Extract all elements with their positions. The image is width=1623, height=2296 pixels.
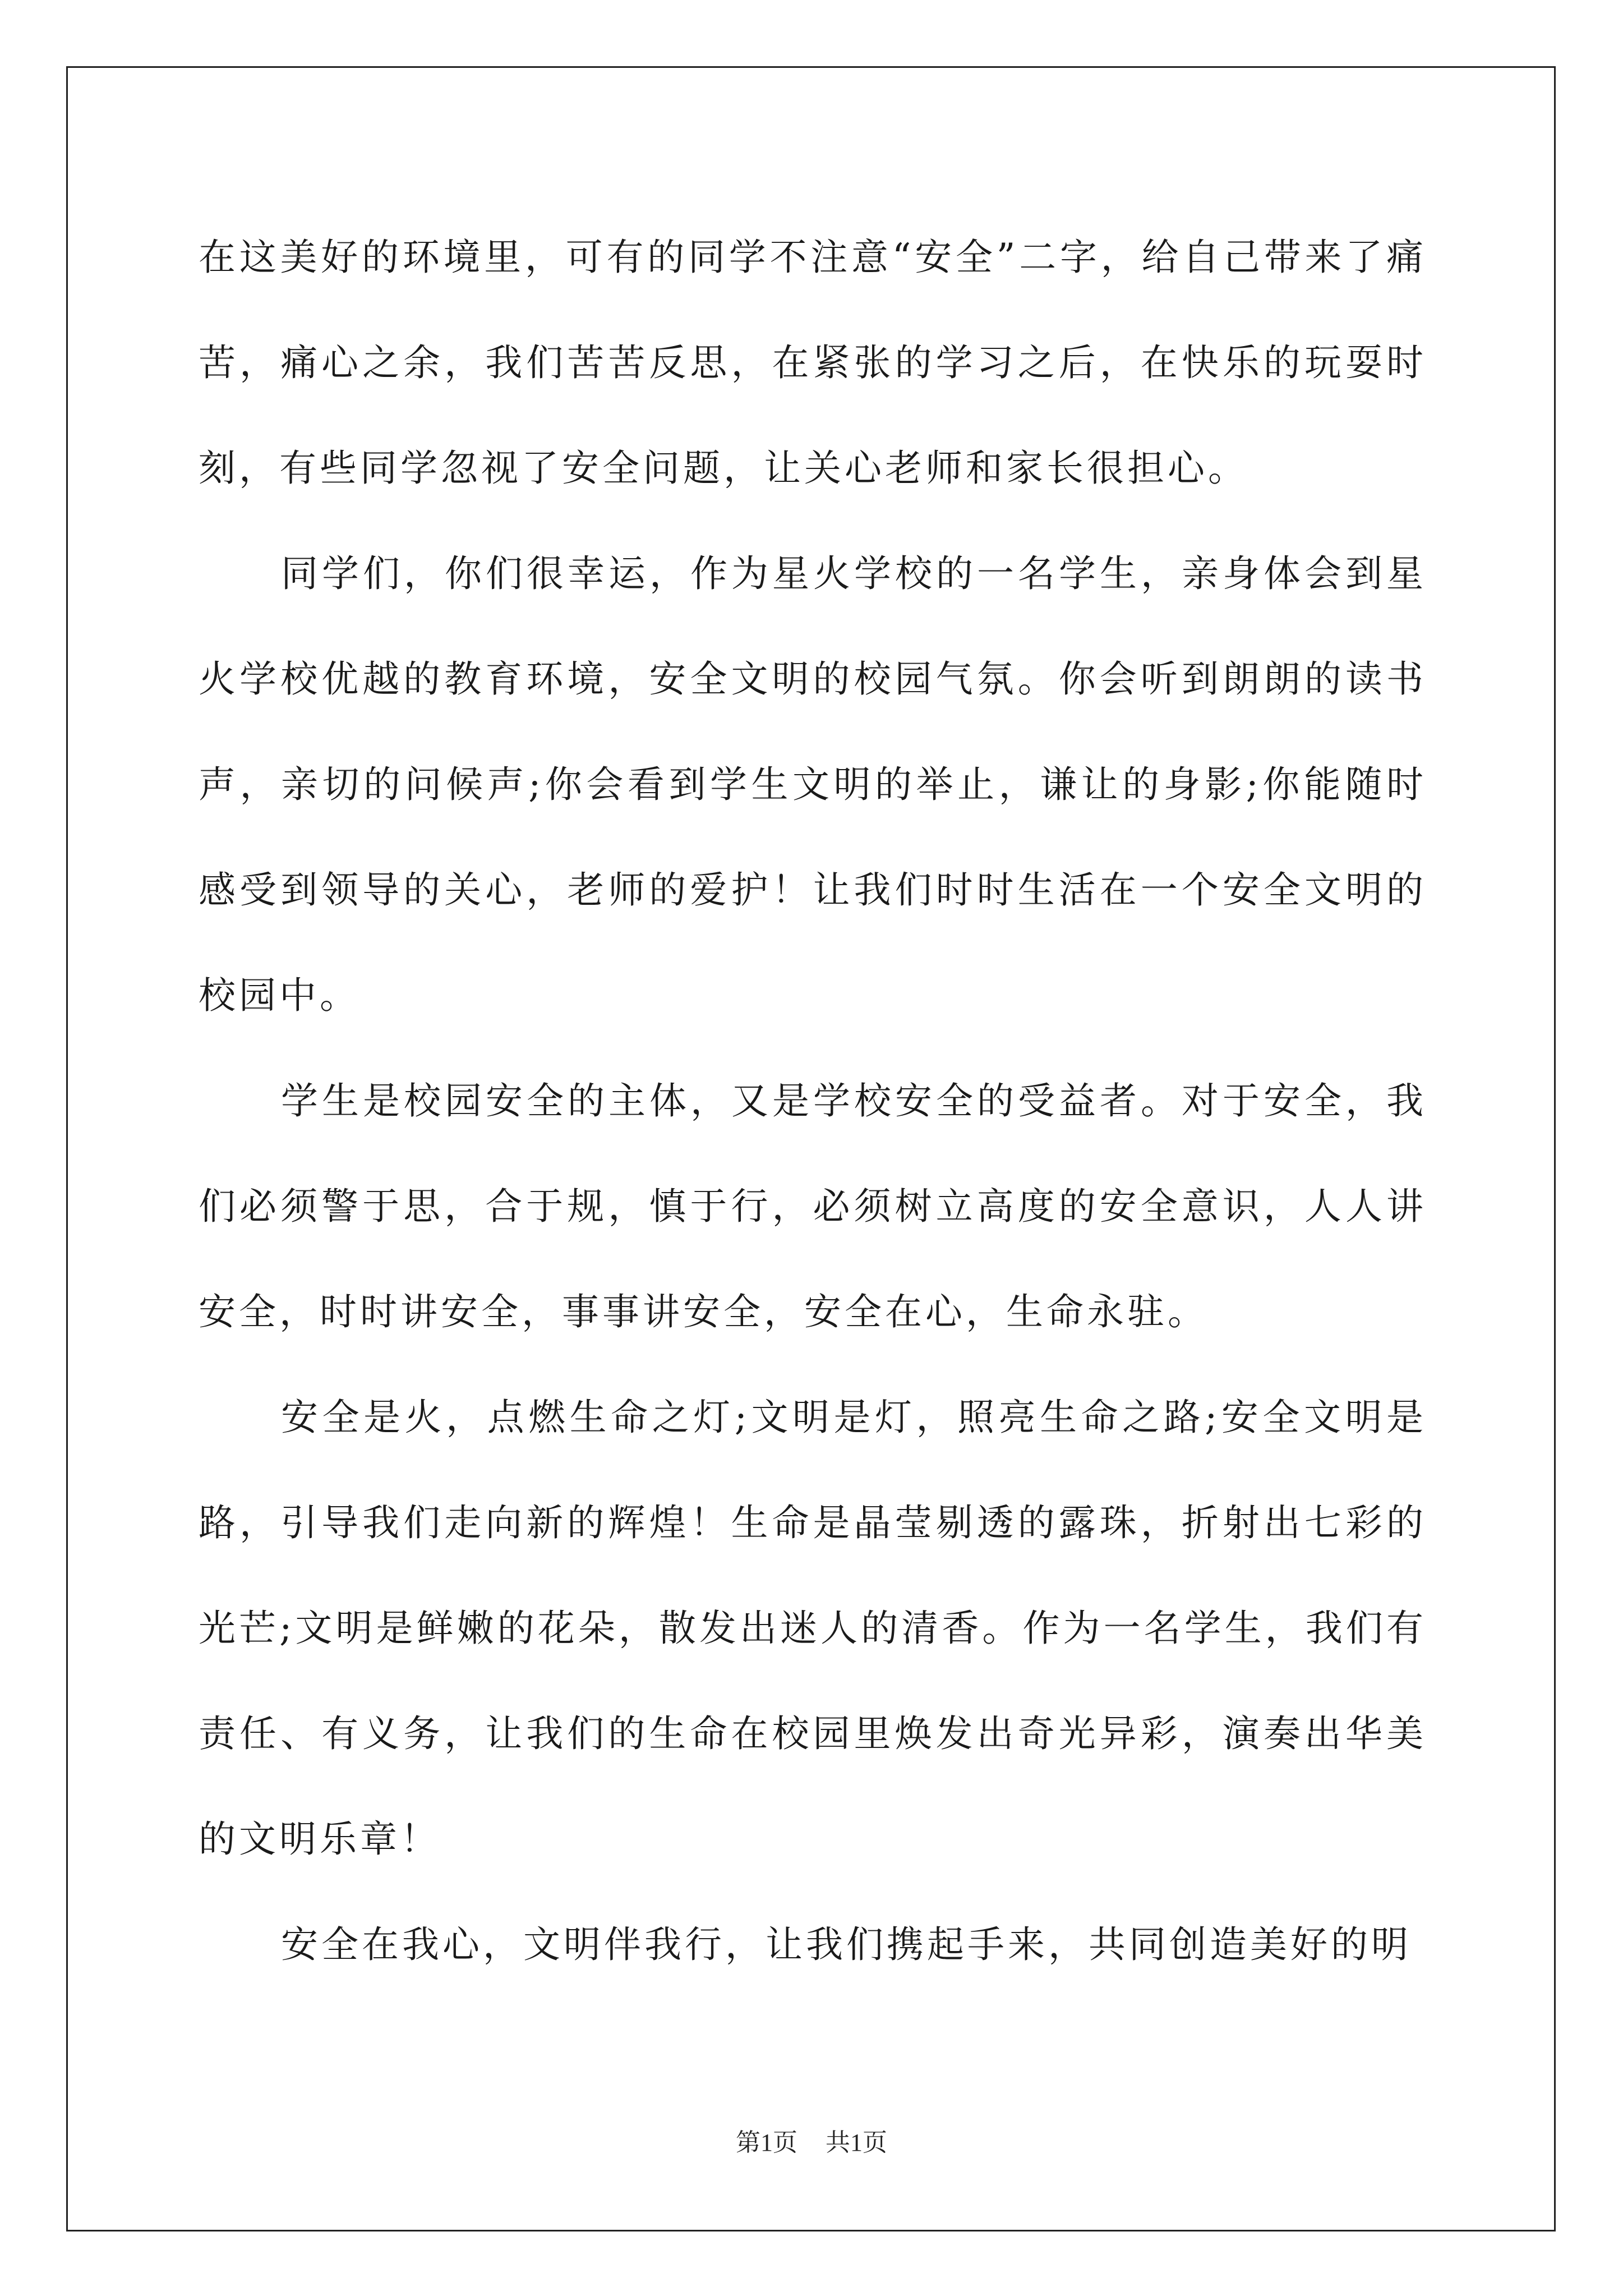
page-footer <box>0 2126 1623 2160</box>
page-number: 第1页 <box>736 2129 797 2156</box>
document-body <box>199 205 1427 1998</box>
paragraph-1: 在这美好的环境里，可有的同学不注意“安全”二字，给自己带来了痛苦，痛心之余，我们苦苦反思，在紧张的学习之后，在快乐的玩耍时刻，有些同学忽视了安全问题，让关心老师和家长很担心。 <box>199 236 1427 490</box>
page-total: 共1页 <box>826 2129 887 2156</box>
paragraph-3: 学生是校园安全的主体，又是学校安全的受益者。对于安全，我们必须警于思，合于规，慎于行，必须树立高度的安全意识，人人讲安全，时时讲安全，事事讲安全，安全在心，生命永驻。 <box>199 1079 1427 1333</box>
paragraph-2: 同学们，你们很幸运，作为星火学校的一名学生，亲身体会到星火学校优越的教育环境，安全文明的校园气氛。你会听到朗朗的读书声，亲切的问候声;你会看到学生文明的举止，谦让的身影;你能随时感受到领导的关心，老师的爱护！让我们时时生活在一个安全文明的校园中。 <box>199 552 1427 1017</box>
paragraph-4: 安全是火，点燃生命之灯;文明是灯，照亮生命之路;安全文明是路，引导我们走向新的辉煌！生命是晶莹剔透的露珠，折射出七彩的光芒;文明是鲜嫩的花朵，散发出迷人的清香。作为一名学生，我们有责任、有义务，让我们的生命在校园里焕发出奇光异彩，演奏出华美的文明乐章！ <box>199 1396 1427 1861</box>
paragraph-5: 安全在我心，文明伴我行，让我们携起手来，共同创造美好的明 <box>281 1923 1412 1966</box>
